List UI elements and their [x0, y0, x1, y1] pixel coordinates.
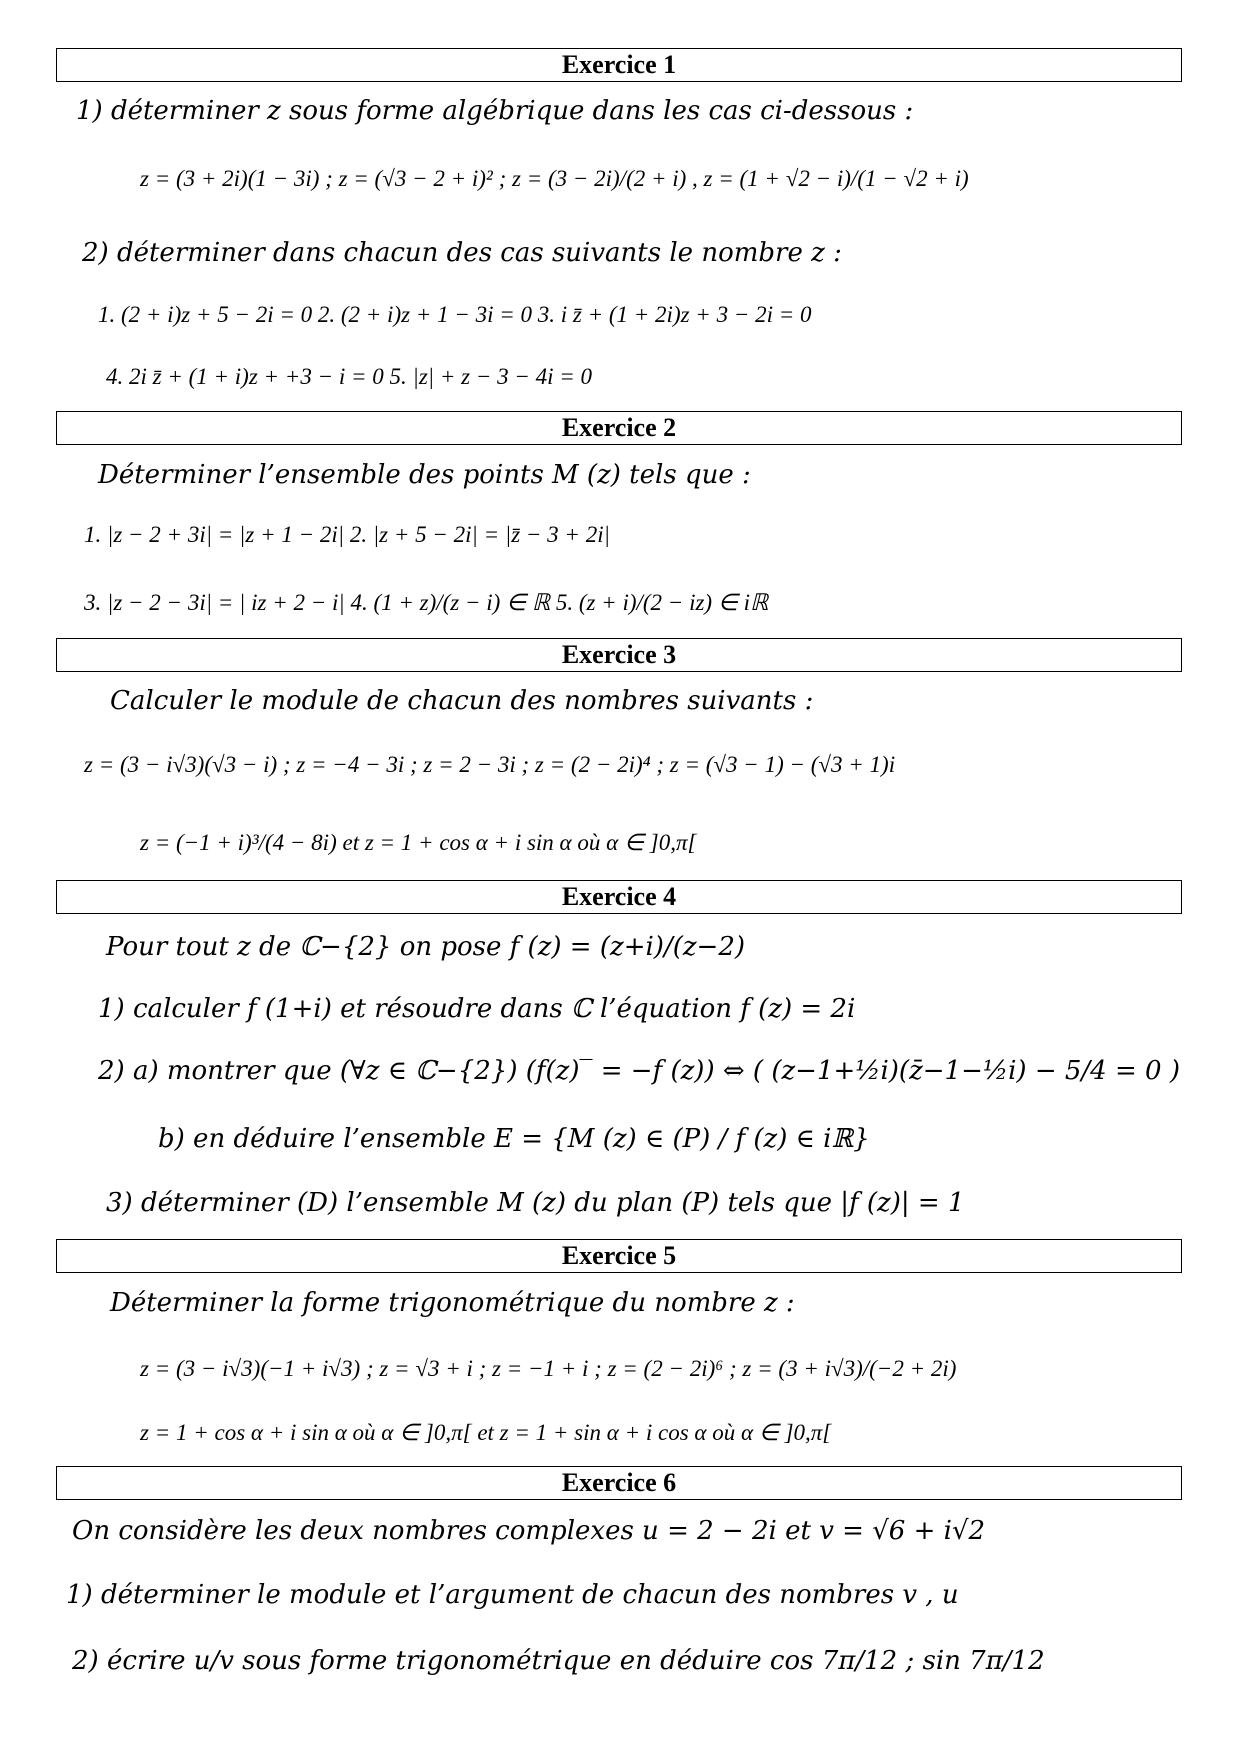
ex6-question-2: 2) écrire u/v sous forme trigonométrique en déduire cos 7π/12 ; sin 7π/12 [72, 1646, 1045, 1676]
exercise-6-header: Exercice 6 [56, 1466, 1182, 1500]
ex1-equations: z = (3 + 2i)(1 − 3i) ; z = (√3 − 2 + i)² ; z = (3 − 2i)/(2 + i) , z = (1 + √2 − i)/(1 − √2 + i) [140, 166, 969, 191]
exercise-2-header: Exercice 2 [56, 411, 1182, 445]
ex5-row-2: z = 1 + cos α + i sin α où α ∈ ]0,π[ et z = 1 + sin α + i cos α où α ∈ ]0,π[ [140, 1420, 832, 1445]
ex1-question-1: 1) déterminer z sous forme algébrique dans les cas ci-dessous : [76, 96, 914, 126]
ex4-question-1: 1) calculer f (1+i) et résoudre dans ℂ l’équation f (z) = 2i [98, 994, 856, 1024]
ex5-row-1: z = (3 − i√3)(−1 + i√3) ; z = √3 + i ; z = −1 + i ; z = (2 − 2i)⁶ ; z = (3 + i√3)/(−2 + 2i) [140, 1356, 957, 1381]
ex3-intro: Calculer le module de chacun des nombres suivants : [110, 686, 814, 716]
ex2-row-2: 3. |z − 2 − 3i| = | iz + 2 − i| 4. (1 + z)/(z − i) ∈ ℝ 5. (z + i)/(2 − iz) ∈ iℝ [84, 590, 769, 615]
ex6-question-1: 1) déterminer le module et l’argument de chacun des nombres v , u [66, 1580, 959, 1610]
exercise-1-header: Exercice 1 [56, 48, 1182, 82]
ex4-question-3: 3) déterminer (D) l’ensemble M (z) du plan (P) tels que |f (z)| = 1 [106, 1188, 965, 1218]
ex4-question-2b: b) en déduire l’ensemble E = {M (z) ∈ (P) / f (z) ∈ iℝ} [158, 1124, 870, 1154]
exercise-4-header: Exercice 4 [56, 880, 1182, 914]
ex1-equations-row-1: 1. (2 + i)z + 5 − 2i = 0 2. (2 + i)z + 1 − 3i = 0 3. i z̄ + (1 + 2i)z + 3 − 2i = 0 [98, 302, 812, 327]
ex1-equations-row-2: 4. 2i z̄ + (1 + i)z + +3 − i = 0 5. |z| + z − 3 − 4i = 0 [106, 364, 593, 389]
ex5-intro: Déterminer la forme trigonométrique du nombre z : [110, 1288, 795, 1318]
ex2-intro: Déterminer l’ensemble des points M (z) tels que : [98, 460, 751, 490]
ex6-intro: On considère les deux nombres complexes u = 2 − 2i et v = √6 + i√2 [72, 1516, 986, 1546]
ex4-question-2a: 2) a) montrer que (∀z ∈ ℂ−{2}) (f(z)‾ = −f (z)) ⇔ ( (z−1+½i)(z̄−1−½i) − 5/4 = 0 ) [98, 1056, 1180, 1086]
ex3-row-1: z = (3 − i√3)(√3 − i) ; z = −4 − 3i ; z = 2 − 3i ; z = (2 − 2i)⁴ ; z = (√3 − 1) − (√3 + 1)i [84, 752, 896, 777]
exercise-3-header: Exercice 3 [56, 638, 1182, 672]
ex1-question-2: 2) déterminer dans chacun des cas suivants le nombre z : [82, 238, 842, 268]
ex4-intro: Pour tout z de ℂ−{2} on pose f (z) = (z+i)/(z−2) [106, 932, 746, 962]
exercise-5-header: Exercice 5 [56, 1239, 1182, 1273]
ex2-row-1: 1. |z − 2 + 3i| = |z + 1 − 2i| 2. |z + 5 − 2i| = |z̄ − 3 + 2i| [84, 522, 610, 547]
ex3-row-2: z = (−1 + i)³/(4 − 8i) et z = 1 + cos α + i sin α où α ∈ ]0,π[ [140, 830, 697, 855]
